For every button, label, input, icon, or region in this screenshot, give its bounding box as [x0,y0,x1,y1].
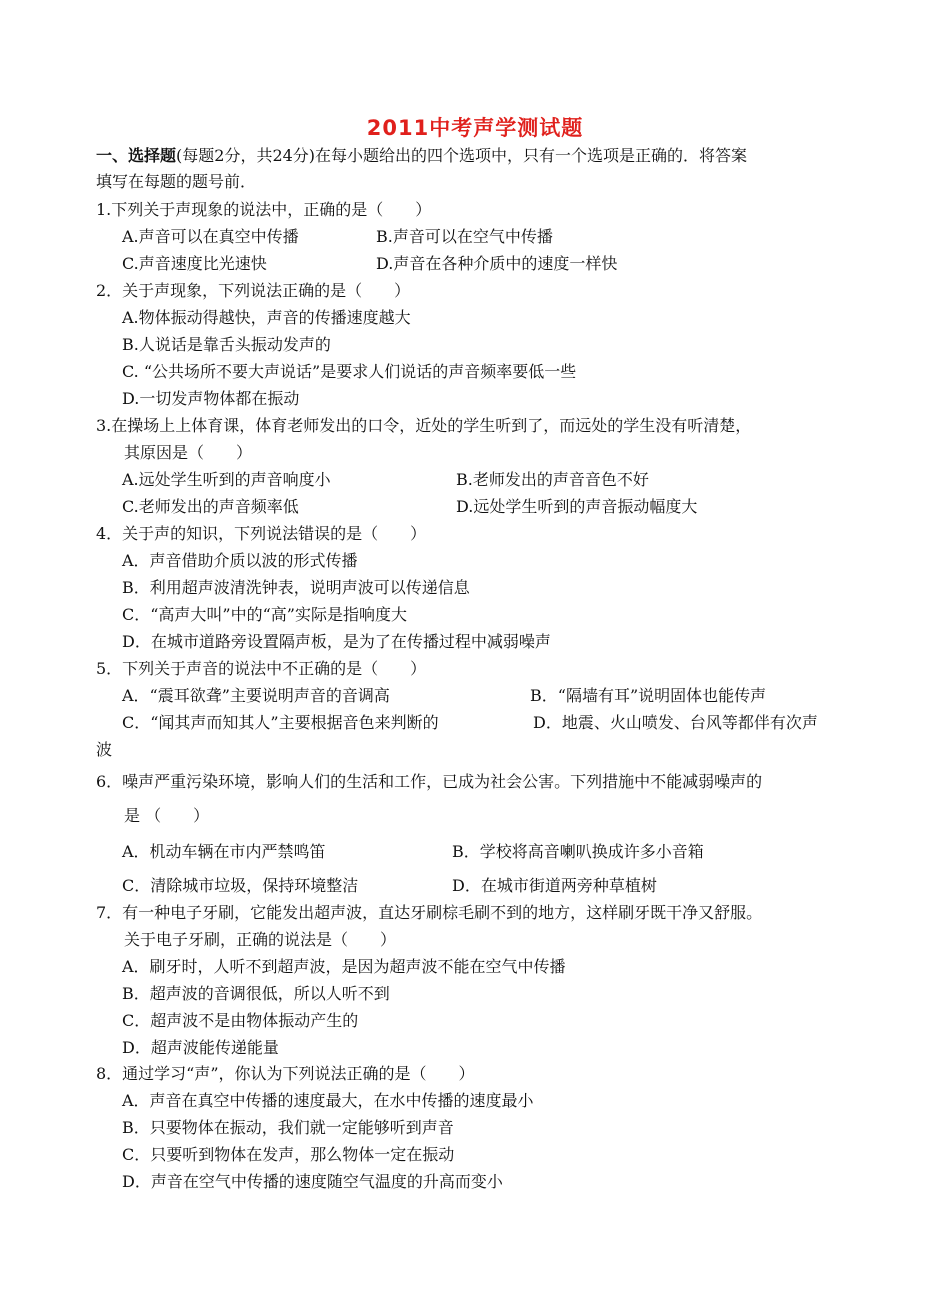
section-note-line2: 填写在每题的题号前． [96,172,257,191]
q5-option-a: A．“震耳欲聋”主要说明声音的音调高 [122,686,390,705]
q5-option-c: C．“闻其声而知其人”主要根据音色来判断的 [122,713,439,732]
q4-option-c: C．“高声大叫”中的“高”实际是指响度大 [122,605,407,624]
q7-option-a: A．刷牙时，人听不到超声波，是因为超声波不能在空气中传播 [122,957,566,976]
section-intro [96,146,747,166]
question-7-stem-line2: 关于电子牙刷，正确的说法是（ ） [124,930,397,949]
q2-option-d: D.一切发声物体都在振动 [122,389,300,408]
q6-option-a: A．机动车辆在市内严禁鸣笛 [122,842,326,861]
q1-option-d: D.声音在各种介质中的速度一样快 [376,254,618,273]
q8-option-a: A．声音在真空中传播的速度最大，在水中传播的速度最小 [122,1091,534,1110]
q5-option-b: B．“隔墙有耳”说明固体也能传声 [530,686,767,705]
q7-option-d: D．超声波能传递能量 [122,1038,279,1057]
question-7-stem-line1: 7．有一种电子牙刷，它能发出超声波，直达牙刷棕毛刷不到的地方，这样刷牙既干净又舒服。 [96,903,763,922]
question-2-stem: 2．关于声现象，下列说法正确的是（ ） [96,281,411,300]
q5-option-d: D．地震、火山喷发、台风等都伴有次声 [533,713,818,732]
question-8-stem: 8．通过学习“声”，你认为下列说法正确的是（ ） [96,1064,475,1083]
q2-option-b: B.人说话是靠舌头振动发声的 [122,335,331,354]
q4-option-b: B．利用超声波清洗钟表，说明声波可以传递信息 [122,578,470,597]
section-note-line1: (每题2分，共24分)在每小题给出的四个选项中，只有一个选项是正确的．将答案 [176,146,748,165]
q6-option-b: B．学校将高音喇叭换成许多小音箱 [452,842,704,861]
question-1-stem: 1.下列关于声现象的说法中，正确的是（ ） [96,200,432,219]
q3-option-a: A.远处学生听到的声音响度小 [122,470,331,489]
q2-option-a: A.物体振动得越快，声音的传播速度越大 [122,308,411,327]
q1-option-b: B.声音可以在空气中传播 [376,227,553,246]
q6-option-d: D．在城市街道两旁种草植树 [452,876,657,895]
q7-option-b: B．超声波的音调很低，所以人听不到 [122,984,390,1003]
page-title: 2011中考声学测试题 [366,116,584,140]
question-6-stem-line2: 是 （ ） [124,806,210,825]
q1-option-a: A.声音可以在真空中传播 [122,227,299,246]
q8-option-d: D．声音在空气中传播的速度随空气温度的升高而变小 [122,1172,503,1191]
q8-option-b: B．只要物体在振动，我们就一定能够听到声音 [122,1118,454,1137]
q3-option-b: B.老师发出的声音音色不好 [456,470,649,489]
question-5-stem: 5．下列关于声音的说法中不正确的是（ ） [96,659,427,678]
q4-option-a: A．声音借助介质以波的形式传播 [122,551,358,570]
question-3-stem-line2: 其原因是（ ） [124,443,253,462]
q1-option-c: C.声音速度比光速快 [122,254,267,273]
question-4-stem: 4．关于声的知识，下列说法错误的是（ ） [96,524,427,543]
question-3-stem-line1: 3.在操场上上体育课，体育老师发出的口令，近处的学生听到了，而远处的学生没有听清楚， [96,416,752,435]
q4-option-d: D．在城市道路旁设置隔声板，是为了在传播过程中减弱噪声 [122,632,551,651]
q3-option-c: C.老师发出的声音频率低 [122,497,299,516]
question-6-stem-line1: 6．噪声严重污染环境，影响人们的生活和工作，已成为社会公害。下列措施中不能减弱噪声的 [96,772,763,791]
q5-option-d-wrap: 波 [96,740,113,759]
q7-option-c: C．超声波不是由物体振动产生的 [122,1011,359,1030]
q8-option-c: C．只要听到物体在发声，那么物体一定在振动 [122,1145,455,1164]
q2-option-c: C. “公共场所不要大声说话”是要求人们说话的声音频率要低一些 [122,362,577,381]
q6-option-c: C．清除城市垃圾，保持环境整洁 [122,876,359,895]
q3-option-d: D.远处学生听到的声音振动幅度大 [456,497,698,516]
section-heading: 一、选择题 [96,146,177,165]
